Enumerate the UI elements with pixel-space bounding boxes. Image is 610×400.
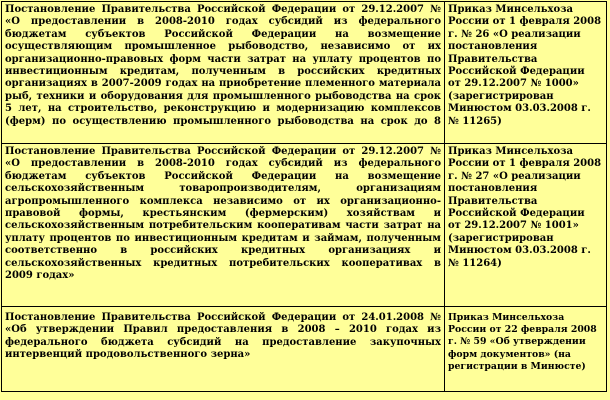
text-line: № 11264): [448, 257, 502, 269]
text-line: форм документов» (на: [448, 348, 571, 360]
text-line: «О предоставлении в 2008-2010 годах субсидий из федерального: [5, 158, 441, 170]
order-cell: [445, 144, 607, 307]
table-row: [2, 2, 607, 144]
text-line: от 29.12.2007 № 1001»: [448, 220, 579, 232]
text-line: России от 1 февраля 2008: [448, 16, 602, 28]
text-line: организациях в 2007-2009 годах на приобретение племенного материала: [5, 78, 441, 90]
text-line: Приказ Минсельхоза: [448, 146, 574, 157]
order-cell: [445, 2, 607, 144]
text-line: регистрации в Минюсте): [448, 360, 586, 372]
acts-table: [1, 1, 607, 392]
text-line: (ферм) по осуществлению промышленного рыбоводства на срок до 8: [5, 115, 441, 127]
text-line: уплату процентов по инвестиционным кредитам и займам, полученным: [5, 232, 441, 244]
text-line: «О предоставлении в 2008-2010 годах субсидий из федерального: [5, 16, 441, 28]
text-line: Правительства: [448, 195, 538, 207]
table-row: [2, 144, 607, 307]
text-line: сельскохозяйственным товаропроизводителям, организациям: [5, 183, 441, 195]
text-line: 5 лет, на строительство, реконструкцию и модернизацию комплексов: [5, 103, 441, 115]
text-line: сельскохозяйственных кредитных потребительских кооперативах в: [5, 257, 441, 269]
text-line: постановления: [448, 183, 538, 195]
text-line: интервенций продовольственного зерна»: [5, 349, 251, 361]
text-line: России от 22 февраля 2008: [448, 324, 597, 336]
text-line: «Об утверждении Правил предоставления в 2008 – 2010 годах из: [5, 324, 441, 336]
text-line: 2009 годах»: [5, 269, 75, 281]
text-line: Российской Федерации: [448, 66, 585, 78]
text-line: Постановление Правительства Российской Федерации от 24.01.2008 №: [5, 312, 441, 323]
text-line: Приказ Минсельхоза: [448, 4, 574, 15]
text-line: России от 1 февраля 2008: [448, 158, 602, 170]
resolution-cell: [2, 307, 445, 392]
text-line: правовой формы, крестьянским (фермерским) хозяйствам и: [5, 207, 441, 219]
resolution-cell: [2, 2, 445, 144]
text-line: Минюстом 03.03.2008 г.: [448, 245, 591, 257]
text-line: Приказ Минсельхоза: [448, 312, 565, 323]
text-line: осуществляющим промышленное рыбоводство, независимо от их: [5, 41, 441, 53]
text-line: сельскохозяйственным потребительским кооперативам части затрат на: [5, 220, 441, 232]
text-line: рыб, техники и оборудования для промышленного рыбоводства на срок: [5, 90, 441, 102]
text-line: г. № 59 «Об утверждении: [448, 336, 586, 348]
text-line: Минюстом 03.03.2008 г.: [448, 103, 591, 115]
text-line: г. № 26 «О реализации: [448, 28, 581, 40]
text-line: инвестиционным кредитам, полученным в российских кредитных: [5, 65, 441, 77]
text-line: соответственно в российских кредитных организациях и: [5, 245, 441, 257]
text-line: г. № 27 «О реализации: [448, 170, 581, 182]
text-line: № 11265): [448, 115, 502, 127]
text-line: (зарегистрирован: [448, 232, 554, 244]
text-line: бюджетам субъектов Российской Федерации на возмещение: [5, 170, 441, 182]
order-cell: [445, 307, 607, 392]
text-line: бюджетам субъектов Российской Федерации на возмещение: [5, 28, 441, 40]
text-line: организационно-правовых форм части затрат на уплату процентов по: [5, 53, 441, 65]
text-line: федерального бюджета субсидий на предоставление закупочных: [5, 336, 441, 348]
text-line: Российской Федерации: [448, 208, 585, 220]
text-line: постановления: [448, 41, 538, 53]
text-line: Постановление Правительства Российской Федерации от 29.12.2007 №: [5, 4, 441, 15]
text-line: от 29.12.2007 № 1000»: [448, 78, 579, 90]
text-line: агропромышленного комплекса независимо от их организационно-: [5, 195, 441, 207]
text-line: Правительства: [448, 53, 538, 65]
table-row: [2, 307, 607, 392]
resolution-cell: [2, 144, 445, 307]
text-line: (зарегистрирован: [448, 90, 554, 102]
text-line: Постановление Правительства Российской Федерации от 29.12.2007 №: [5, 146, 441, 157]
